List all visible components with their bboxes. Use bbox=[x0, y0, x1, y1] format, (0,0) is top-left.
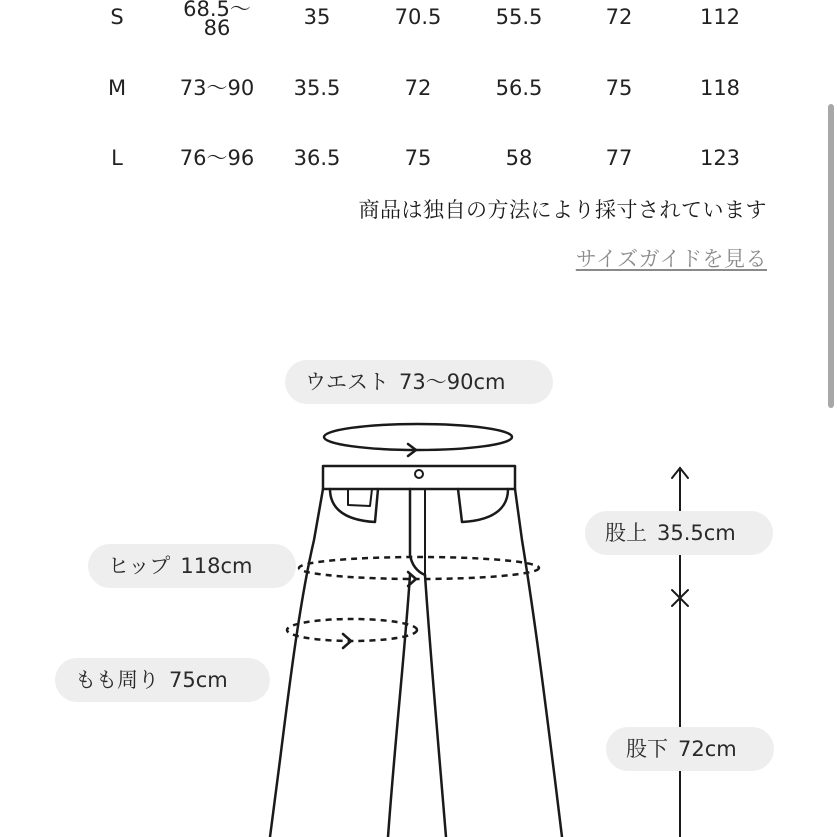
hip-label-name: ヒップ bbox=[108, 554, 171, 578]
waist-label-pill bbox=[285, 360, 553, 404]
hip-label-value: 118cm bbox=[180, 554, 253, 578]
thigh-label-pill bbox=[55, 658, 270, 702]
inseam-label-value: 72cm bbox=[678, 737, 737, 761]
rise-cell: 35.5 bbox=[293, 76, 341, 100]
waist-label-value: 73～90cm bbox=[399, 370, 506, 394]
hip-label-pill bbox=[88, 544, 296, 588]
fly-stitch bbox=[410, 489, 425, 575]
waist-cell: 73～90 bbox=[179, 76, 255, 100]
hip-cell: 112 bbox=[699, 5, 741, 29]
waist-measure-icon bbox=[324, 424, 512, 456]
rise-cell: 35 bbox=[303, 5, 331, 29]
rise-cell: 36.5 bbox=[293, 146, 341, 170]
inseam-cell: 75 bbox=[404, 146, 432, 170]
hip-cell: 123 bbox=[699, 146, 741, 170]
button-shape bbox=[415, 470, 423, 478]
scrollbar[interactable] bbox=[828, 104, 834, 408]
length-cell: 72 bbox=[605, 5, 633, 29]
rise-label-pill bbox=[585, 511, 773, 555]
pants-outline bbox=[270, 489, 323, 837]
inseam-cell: 70.5 bbox=[394, 5, 442, 29]
length-cell: 77 bbox=[605, 146, 633, 170]
inseam-label-name: 股下 bbox=[626, 737, 668, 761]
length-cell: 75 bbox=[605, 76, 633, 100]
thigh-cell: 55.5 bbox=[495, 5, 543, 29]
size-cell: S bbox=[110, 5, 124, 29]
size-guide-link[interactable]: サイズガイドを見る bbox=[575, 247, 767, 271]
pocket-right bbox=[458, 489, 508, 522]
rise-label-name: 股上 bbox=[605, 521, 647, 545]
waist-label-name: ウエスト bbox=[305, 370, 389, 394]
thigh-label-value: 75cm bbox=[169, 668, 228, 692]
pants-outline-right bbox=[515, 489, 562, 837]
inner-leg-right bbox=[425, 575, 446, 837]
waist-cell: 68.5～86 bbox=[183, 0, 251, 40]
waist-cell: 76～96 bbox=[179, 146, 255, 170]
size-cell: L bbox=[111, 146, 123, 170]
coin-pocket bbox=[348, 489, 372, 506]
rise-label-value: 35.5cm bbox=[657, 521, 736, 545]
thigh-cell: 58 bbox=[505, 146, 533, 170]
measurement-note: 商品は独自の方法により採寸されています bbox=[358, 198, 767, 222]
inner-leg-left bbox=[388, 575, 410, 837]
thigh-measure-icon bbox=[287, 619, 417, 648]
thigh-label-name: もも周り bbox=[75, 668, 159, 692]
thigh-cell: 56.5 bbox=[495, 76, 543, 100]
inseam-cell: 72 bbox=[404, 76, 432, 100]
inseam-label-pill bbox=[606, 727, 774, 771]
hip-cell: 118 bbox=[699, 76, 741, 100]
size-cell: M bbox=[107, 76, 127, 100]
